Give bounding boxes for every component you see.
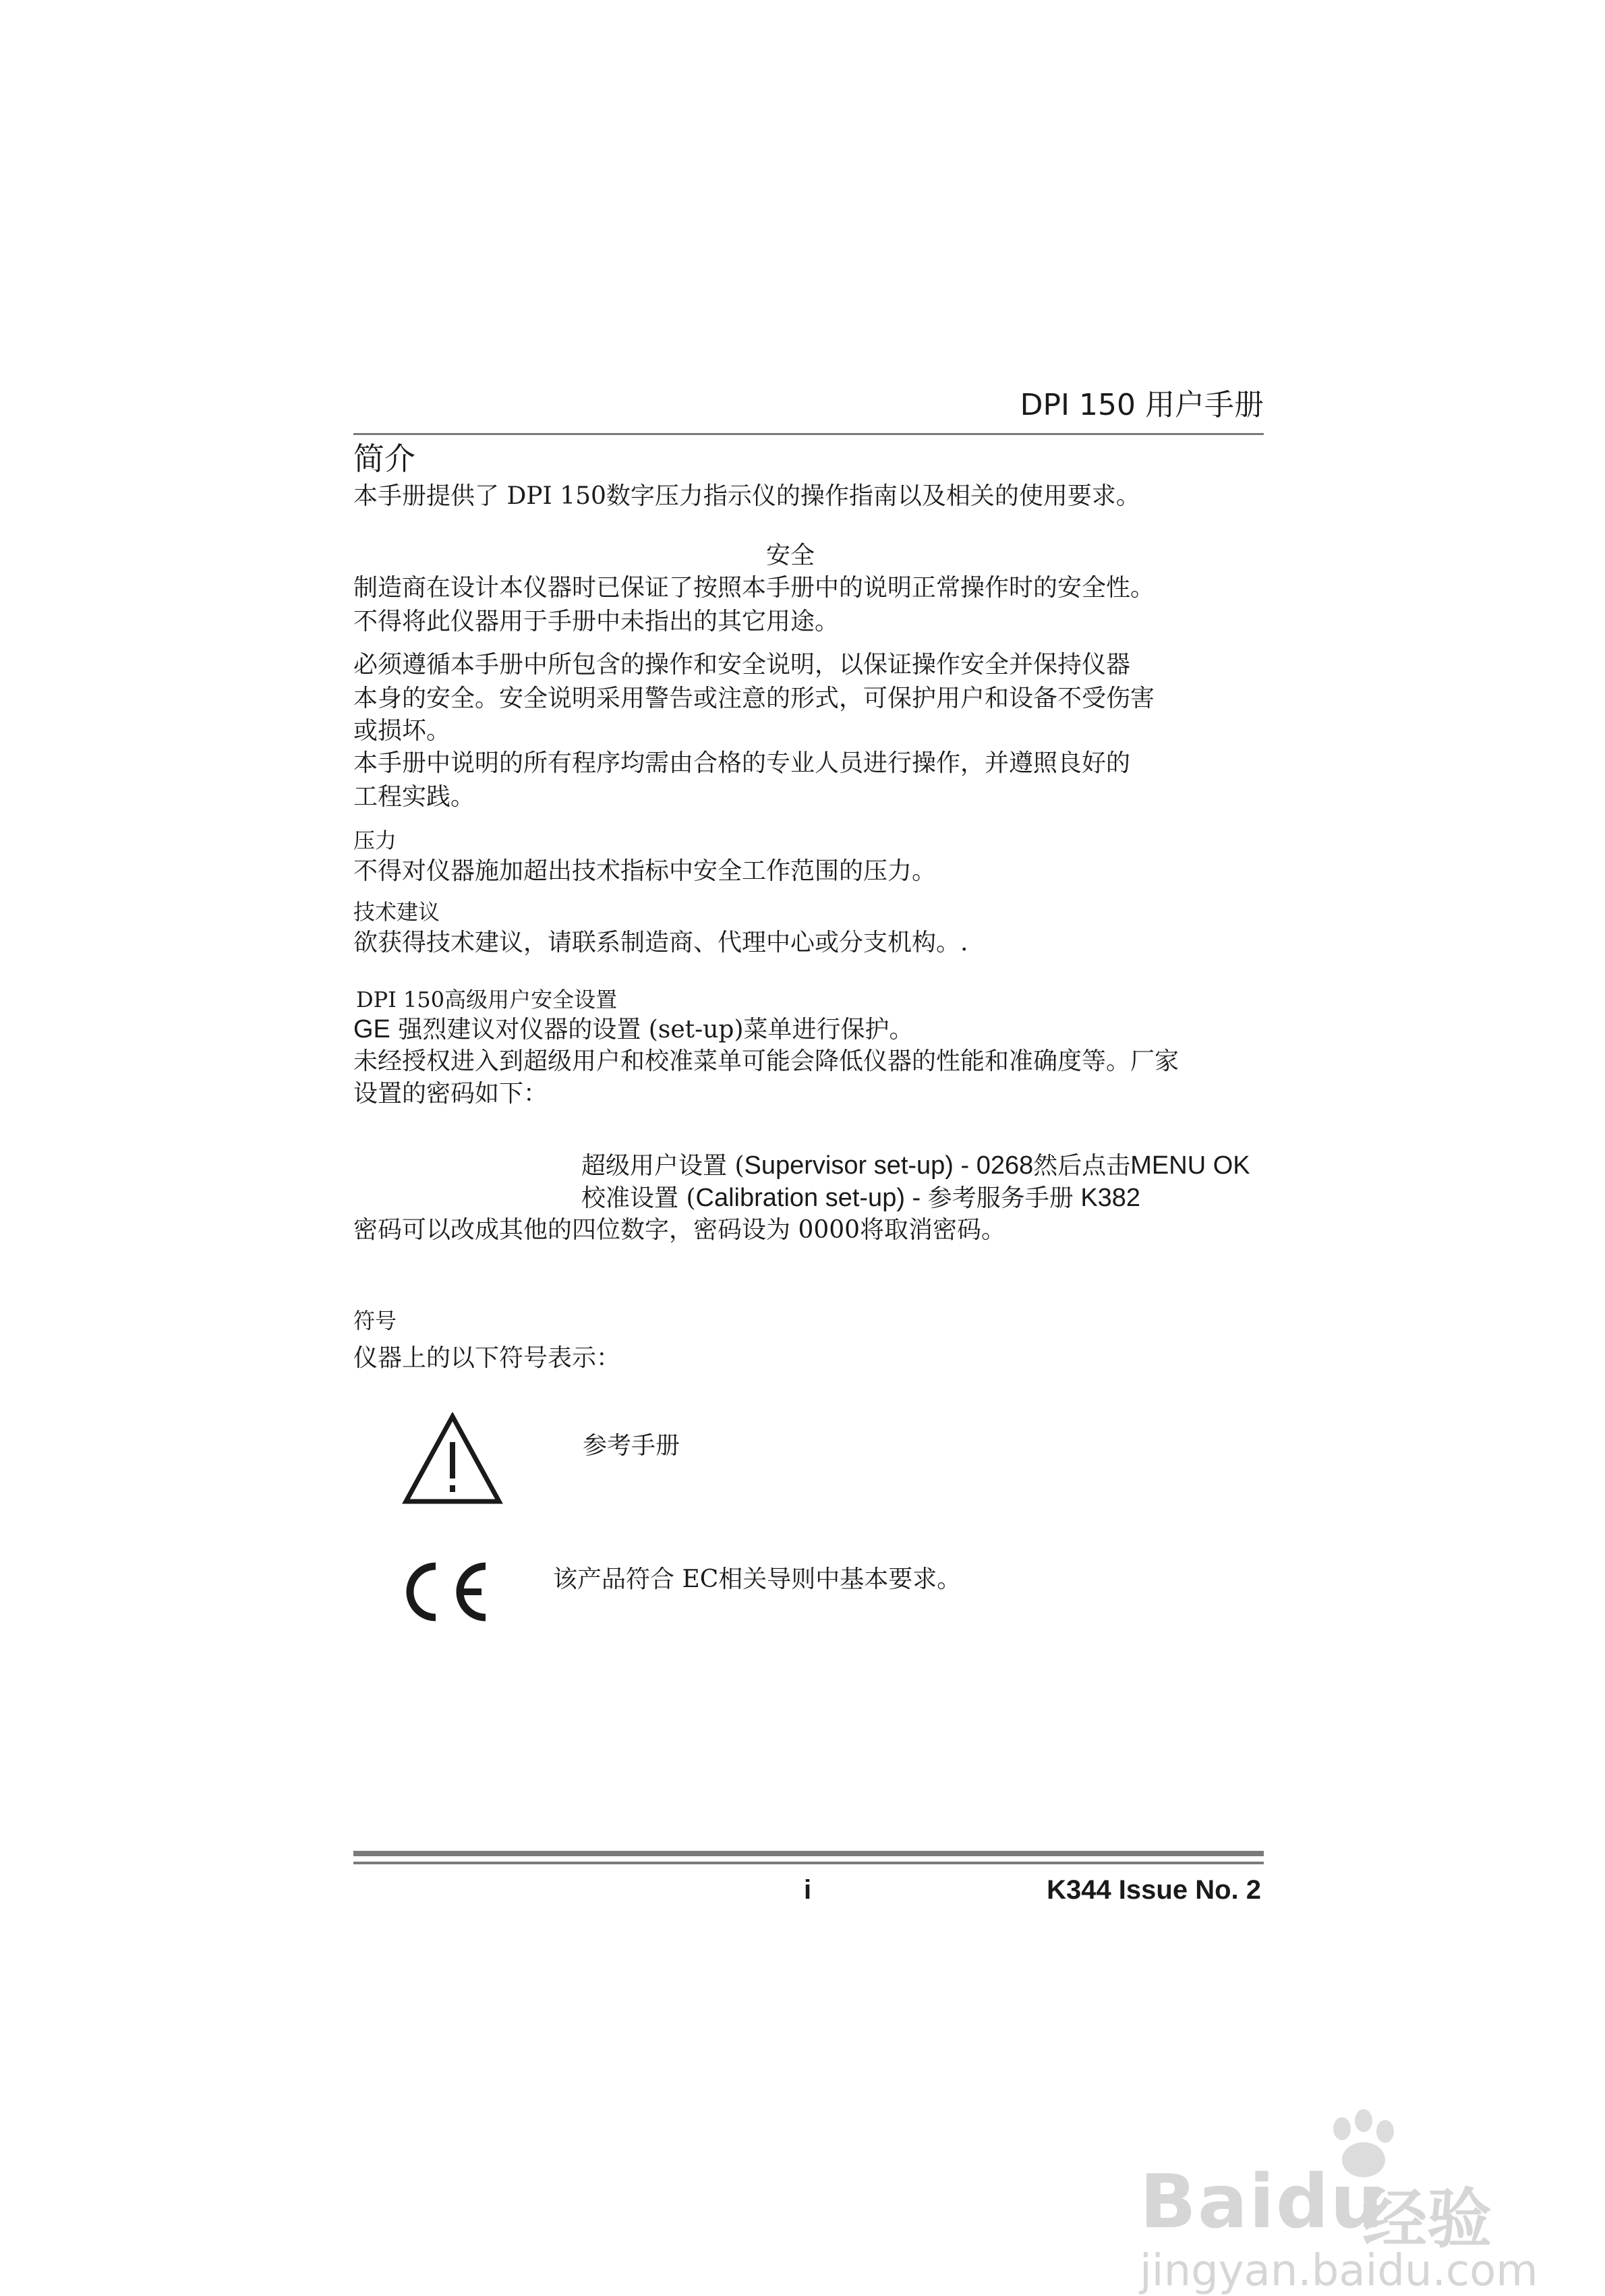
tech-advice-heading: 技术建议 bbox=[353, 899, 440, 925]
supervisor-password-line bbox=[581, 1149, 1250, 1182]
pressure-text: 不得对仪器施加超出技术指标中安全工作范围的压力。 bbox=[353, 857, 937, 885]
manual-title: DPI 150 用户手册 bbox=[1020, 388, 1264, 422]
advanced-line2: 未经授权进入到超级用户和校准菜单可能会降低仪器的性能和准确度等。厂家 bbox=[353, 1047, 1179, 1075]
safety-heading: 安全 bbox=[766, 542, 815, 569]
warning-triangle-icon bbox=[402, 1412, 503, 1507]
watermark-url: jingyan.baidu.com bbox=[1140, 2246, 1538, 2296]
symbols-heading: 符号 bbox=[353, 1308, 397, 1333]
watermark-logo bbox=[1140, 2158, 1384, 2245]
safety-p1-line1: 制造商在设计本仪器时已保证了按照本手册中的说明正常操作时的安全性。 bbox=[353, 574, 1155, 602]
safety-p1-line2: 不得将此仪器用于手册中未指出的其它用途。 bbox=[353, 608, 840, 635]
safety-p2-line2: 本身的安全。安全说明采用警告或注意的形式，可保护用户和设备不受伤害 bbox=[353, 685, 1155, 712]
pressure-heading: 压力 bbox=[353, 828, 397, 853]
advanced-heading: DPI 150高级用户安全设置 bbox=[356, 987, 618, 1012]
supervisor-then-click: 然后点击 bbox=[1033, 1152, 1131, 1180]
page-number: i bbox=[804, 1875, 812, 1905]
watermark-brand2: du bbox=[1275, 2158, 1384, 2245]
safety-p2-line5: 工程实践。 bbox=[353, 783, 475, 811]
calibration-label-cn: 校准设置 ( bbox=[581, 1184, 696, 1212]
symbol-manual-text: 参考手册 bbox=[583, 1432, 680, 1460]
header-rule bbox=[353, 433, 1264, 435]
tech-advice-text: 欲获得技术建议，请联系制造商、代理中心或分支机构。. bbox=[353, 929, 968, 956]
advanced-line1 bbox=[353, 1013, 914, 1046]
menu-ok-label: MENU OK bbox=[1130, 1151, 1250, 1180]
supervisor-label-cn: 超级用户设置 ( bbox=[581, 1152, 745, 1180]
advanced-line3: 设置的密码如下： bbox=[353, 1080, 548, 1108]
advanced-line1-text: 强烈建议对仪器的设置 (set-up)菜单进行保护。 bbox=[390, 1016, 914, 1043]
safety-p2-line1: 必须遵循本手册中所包含的操作和安全说明，以保证操作安全并保持仪器 bbox=[353, 651, 1131, 679]
ge-label: GE bbox=[353, 1015, 390, 1043]
safety-p2-line4: 本手册中说明的所有程序均需由合格的专业人员进行操作，并遵照良好的 bbox=[353, 749, 1131, 777]
calibration-password-line bbox=[581, 1182, 1140, 1215]
footer-rule-thick bbox=[353, 1851, 1264, 1856]
supervisor-password: Supervisor set-up) - 0268 bbox=[744, 1151, 1034, 1180]
footer-rule-thin bbox=[353, 1862, 1264, 1864]
symbols-intro: 仪器上的以下符号表示： bbox=[353, 1344, 621, 1372]
calibration-label-en: Calibration set-up) - bbox=[695, 1184, 928, 1212]
watermark-cn: 经验 bbox=[1362, 2181, 1492, 2257]
intro-text: 本手册提供了 DPI 150数字压力指示仪的操作指南以及相关的使用要求。 bbox=[353, 482, 1140, 510]
safety-p2-line3: 或损坏。 bbox=[353, 717, 451, 745]
service-manual-id: K382 bbox=[1073, 1184, 1141, 1212]
intro-heading: 简介 bbox=[353, 440, 415, 477]
calibration-ref-cn: 参考服务手册 bbox=[927, 1184, 1074, 1212]
watermark-brand: Bai bbox=[1140, 2158, 1276, 2245]
password-change-note: 密码可以改成其他的四位数字，密码设为 0000将取消密码。 bbox=[353, 1216, 1006, 1244]
ce-mark-icon bbox=[397, 1558, 491, 1626]
symbol-ce-text: 该产品符合 EC相关导则中基本要求。 bbox=[553, 1566, 962, 1593]
document-id: K344 Issue No. 2 bbox=[1047, 1875, 1261, 1905]
